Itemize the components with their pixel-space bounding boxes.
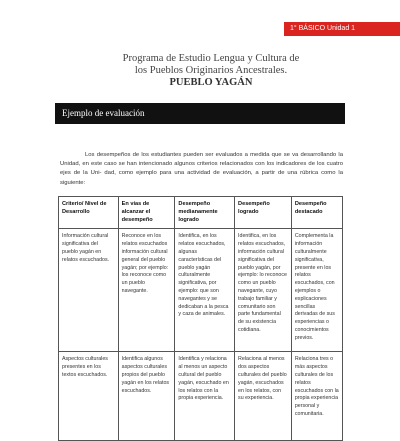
table-header-row — [59, 197, 343, 229]
intro-paragraph: Los desempeños de los estudiantes pueden ser evaluados a medida que se va desarrollando la Unidad, en este caso se han intencionado algunos criterios relacionados con los indicadores de los cuatro ejes de la Uni- dad, como ejemplo para una actividad de evaluación, a partir de una rúbrica como la siguiente: — [60, 151, 343, 186]
table-cell: Identifica y relaciona al menos un aspecto cultural del pueblo yagán, escuchado en los relatos con la propia experiencia. — [175, 352, 235, 441]
table-cell: Complementa la información culturalmente significativa, presente en los relatos escuchados, con ejemplos o explicaciones sencillas derivadas de sus experiencias o conocimientos previos. — [291, 229, 342, 352]
table-cell: Aspectos culturales presentes en los textos escuchados. — [59, 352, 119, 441]
header-cell: En vías de alcanzar el desempeño — [118, 197, 175, 229]
table-cell: Identifica, en los relatos escuchados, algunas características del pueblo yagán culturalmente significativa, por ejemplo: que son navegantes y se dedicaban a la pesca y caza de animales. — [175, 229, 235, 352]
page-title — [88, 53, 334, 89]
table-cell: Identifica algunos aspectos culturales propios del pueblo yagán en los relatos escuchados. — [118, 352, 175, 441]
table-row — [59, 352, 343, 441]
table-cell: Relaciona tres o más aspectos culturales de los relatos escuchados con la propia experiencia personal y comunitaria. — [291, 352, 342, 441]
header-cell: Desempeño destacado — [291, 197, 342, 229]
header-cell: Desempeño medianamente logrado — [175, 197, 235, 229]
header-cell: Criterio/ Nivel de Desarrollo — [59, 197, 119, 229]
table-cell: Reconoce en los relatos escuchados información cultural general del pueblo yagán; por ejemplo: los reconoce como un pueblo navegante. — [118, 229, 175, 352]
rubric-table — [58, 196, 343, 441]
title-line-2: los Pueblos Originarios Ancestrales. — [134, 65, 288, 76]
title-line-1: Programa de Estudio Lengua y Cultura de — [122, 53, 300, 64]
unit-badge: 1° BÁSICO Unidad 1 — [284, 22, 400, 36]
table-cell: Identifica, en los relatos escuchados, información cultural significativa del pueblo yagán, por ejemplo: lo reconoce como un pueblo navegante, cuyo trabajo familiar y comunitario son parte fundamental de su existencia cotidiana. — [235, 229, 292, 352]
title-line-3: PUEBLO YAGÁN — [169, 77, 253, 88]
table-cell: Relaciona al menos dos aspectos culturales del pueblo yagán, escuchados en los relatos, con su experiencia. — [235, 352, 292, 441]
section-heading: Ejemplo de evaluación — [55, 103, 345, 124]
header-cell: Desempeño logrado — [235, 197, 292, 229]
table-cell: Información cultural significativa del pueblo yagán en relatos escuchados. — [59, 229, 119, 352]
table-row — [59, 229, 343, 352]
